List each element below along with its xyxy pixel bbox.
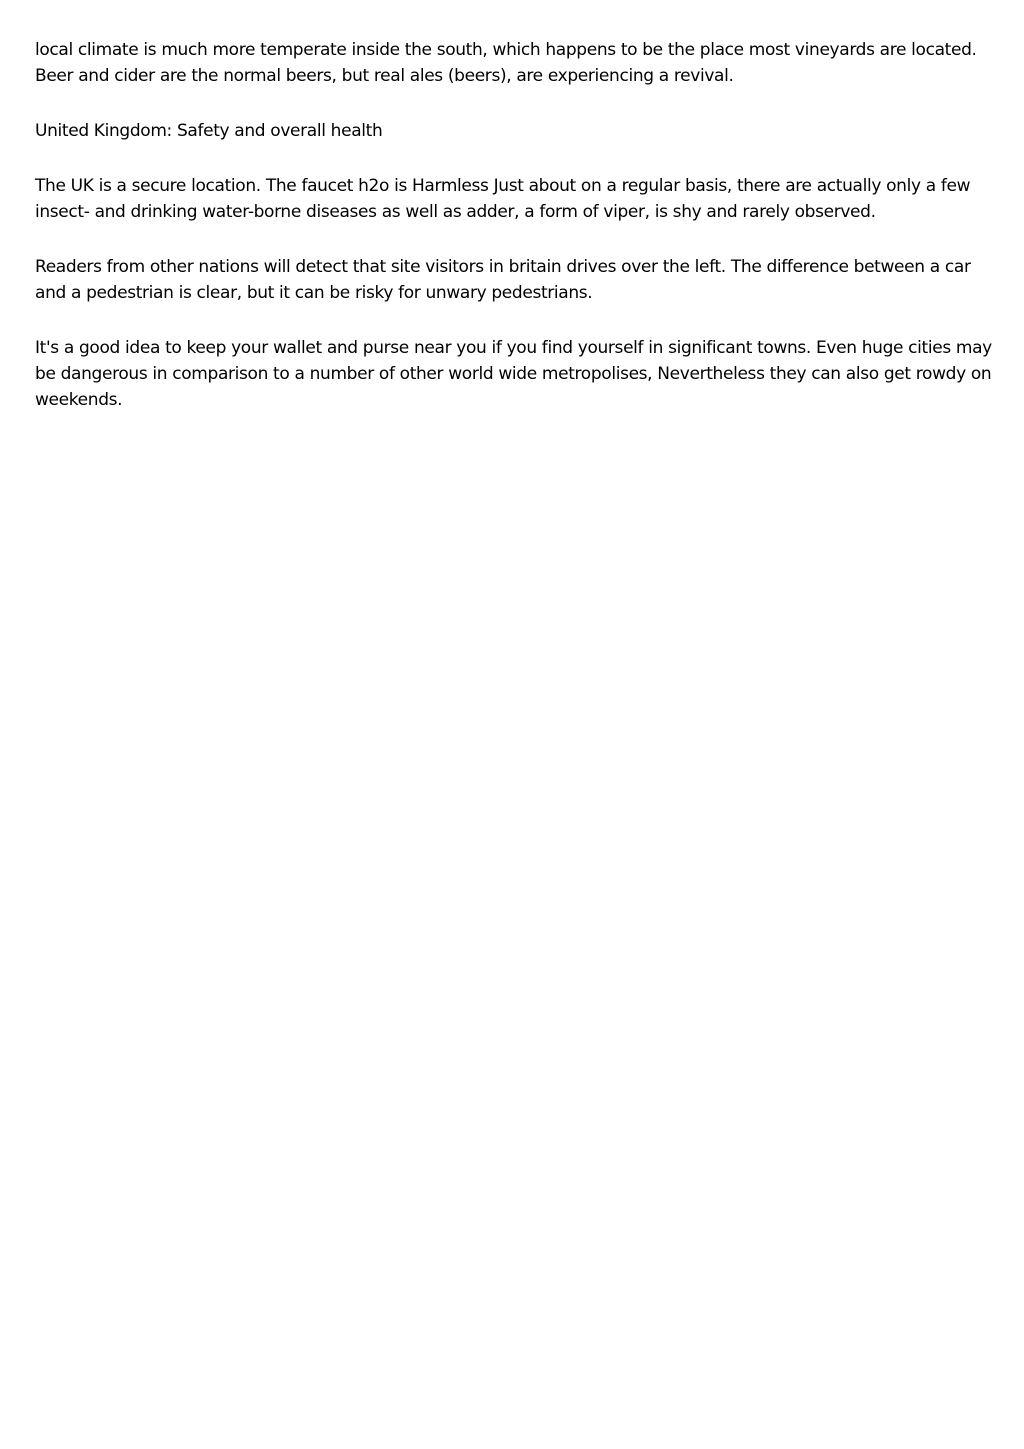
paragraph-uk-secure: The UK is a secure location. The faucet h2o is Harmless Just about on a regular basis, there are actually only a few insect- and drinking water-borne diseases as well as adder, a form of viper, is shy and rarely observed.: [35, 176, 971, 222]
paragraph-wallet: It's a good idea to keep your wallet and purse near you if you find yourself in significant towns. Even huge cities may be dangerous in comparison to a number of other world wide metropolises, Nevertheless they can also get rowdy on weekends.: [35, 338, 992, 410]
paragraph-traffic: Readers from other nations will detect that site visitors in britain drives over the left. The difference between a car and a pedestrian is clear, but it can be risky for unwary pedestrians.: [35, 257, 971, 303]
document-body: [35, 37, 995, 442]
paragraph-climate: local climate is much more temperate inside the south, which happens to be the place most vineyards are located. Beer and cider are the normal beers, but real ales (beers), are experiencing a revival.: [35, 40, 977, 86]
section-heading-safety: United Kingdom: Safety and overall health: [35, 121, 383, 141]
